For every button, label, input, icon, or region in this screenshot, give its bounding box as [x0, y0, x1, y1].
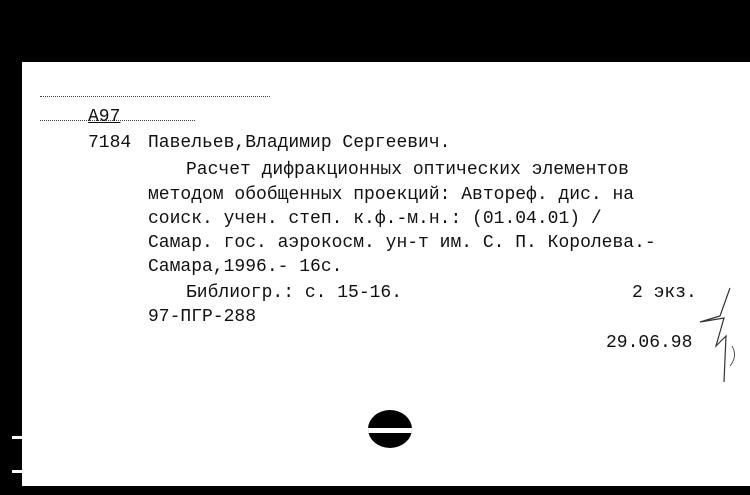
card-punch-hole	[368, 410, 412, 448]
accession-code: 97-ПГР-288	[148, 307, 257, 327]
copies-count: 2 экз.	[632, 283, 697, 303]
title-line: Расчет дифракционных оптических элементов	[186, 160, 629, 180]
ruled-line	[40, 96, 270, 97]
bibliography-note: Библиогр.: с. 15-16.	[186, 283, 403, 303]
title-line: методом обобщенных проекций: Автореф. дис. на	[148, 185, 635, 205]
card-edge-notch	[12, 436, 22, 439]
inventory-number: 7184	[88, 133, 132, 153]
title-line: Самара,1996.- 16с.	[148, 257, 343, 277]
author-heading: Павельев,Владимир Сергеевич.	[148, 133, 451, 153]
title-line: Самар. гос. аэрокосм. ун-т им. С. П. Королева.-	[148, 233, 656, 253]
card-edge-notch	[12, 470, 22, 473]
date-stamp: 29.06.98	[606, 333, 693, 353]
shelfmark: A97	[88, 107, 121, 127]
handwritten-mark	[690, 286, 740, 386]
scan-left-border	[0, 0, 12, 495]
title-line: соиск. учен. степ. к.ф.-м.н.: (01.04.01) /	[148, 209, 602, 229]
